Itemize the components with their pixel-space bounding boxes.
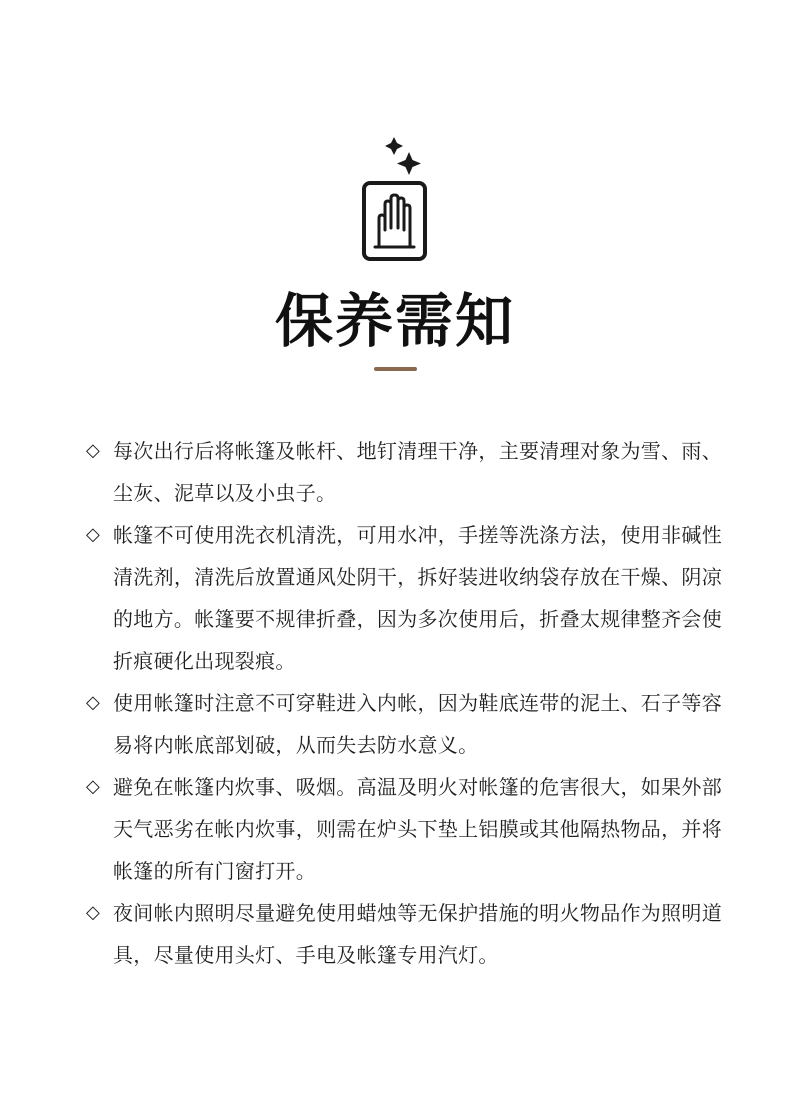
glove-sparkle-icon bbox=[361, 134, 429, 264]
diamond-bullet-icon: ◇ bbox=[86, 902, 101, 923]
list-item bbox=[86, 892, 736, 976]
note-text: 避免在帐篷内炊事、吸烟。高温及明火对帐篷的危害很大，如果外部天气恶劣在帐内炊事，则需在炉头下垫上铝膜或其他隔热物品，并将帐篷的所有门窗打开。 bbox=[113, 775, 722, 883]
list-item bbox=[86, 682, 736, 766]
care-notes-list bbox=[86, 430, 736, 976]
sparkle-small-icon bbox=[385, 137, 403, 155]
title-underline bbox=[374, 367, 417, 371]
note-text: 每次出行后将帐篷及帐杆、地钉清理干净，主要清理对象为雪、雨、尘灰、泥草以及小虫子。 bbox=[113, 439, 722, 505]
list-item bbox=[86, 430, 736, 514]
note-text: 帐篷不可使用洗衣机清洗，可用水冲，手搓等洗涤方法，使用非碱性清洗剂，清洗后放置通风处阴干，拆好装进收纳袋存放在干燥、阴凉的地方。帐篷要不规律折叠，因为多次使用后，折叠太规律整齐会使折痕硬化出现裂痕。 bbox=[113, 523, 722, 673]
diamond-bullet-icon: ◇ bbox=[86, 776, 101, 797]
page-title: 保养需知 bbox=[274, 287, 515, 355]
list-item bbox=[86, 514, 736, 682]
note-text: 使用帐篷时注意不可穿鞋进入内帐，因为鞋底连带的泥土、石子等容易将内帐底部划破，从而失去防水意义。 bbox=[113, 691, 722, 757]
sparkle-large-icon bbox=[397, 152, 421, 175]
list-item bbox=[86, 766, 736, 892]
note-text: 夜间帐内照明尽量避免使用蜡烛等无保护措施的明火物品作为照明道具，尽量使用头灯、手电及帐篷专用汽灯。 bbox=[113, 901, 722, 967]
diamond-bullet-icon: ◇ bbox=[86, 440, 101, 461]
diamond-bullet-icon: ◇ bbox=[86, 524, 101, 545]
diamond-bullet-icon: ◇ bbox=[86, 692, 101, 713]
